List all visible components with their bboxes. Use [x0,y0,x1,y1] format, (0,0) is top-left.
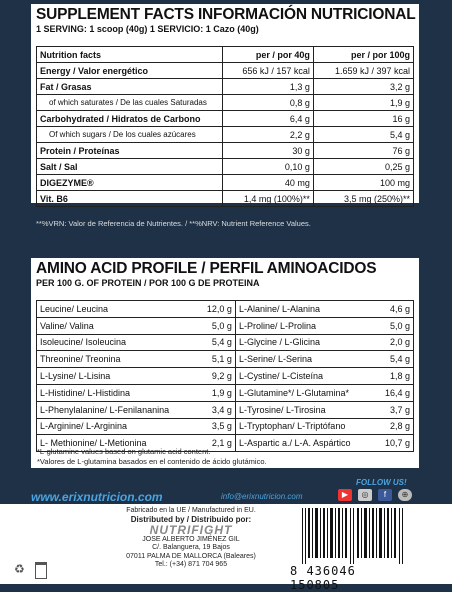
amino-name: L- Methionine/ L-Metionina [37,435,198,452]
amino-value: 5,4 g [376,351,414,368]
table-row [37,79,414,95]
amino-title: AMINO ACID PROFILE / PERFIL AMINOACIDOS [36,260,377,277]
row-value-100g: 16 g [313,111,413,127]
distributor-name: JOSE ALBERTO JIMÉNEZ GIL [142,535,240,543]
nutrition-table [36,46,414,207]
table-row [37,401,414,418]
website-link[interactable]: www.erixnutricion.com [31,490,163,504]
row-label: Vit. B6 [37,191,223,207]
supplement-facts-panel [31,4,419,203]
row-value-40g: 40 mg [223,175,314,191]
barcode [300,508,410,564]
row-label: Protein / Proteínas [37,143,223,159]
table-row [37,159,414,175]
amino-value: 2,8 g [376,418,414,435]
amino-value: 16,4 g [376,384,414,401]
row-value-40g: 2,2 g [223,127,314,143]
row-label: Carbohydrated / Hidratos de Carbono [37,111,223,127]
amino-value: 1,8 g [376,368,414,385]
table-row [37,111,414,127]
row-value-100g: 3,5 mg (250%)** [313,191,413,207]
nrv-note: **%VRN: Valor de Referencia de Nutrientes. / **%NRV: Nutrient Reference Values. [36,219,311,228]
amino-name: Leucine/ Leucina [37,301,198,318]
amino-value: 9,2 g [198,368,236,385]
row-value-40g: 6,4 g [223,111,314,127]
table-row [37,334,414,351]
amino-name: Threonine/ Treonina [37,351,198,368]
amino-value: 3,5 g [198,418,236,435]
youtube-icon[interactable]: ▶ [338,489,352,501]
table-row [37,175,414,191]
row-value-40g: 0,10 g [223,159,314,175]
amino-acid-panel [31,258,419,468]
table-row [37,317,414,334]
amino-name: L-Glutamine*/ L-Glutamina* [235,384,376,401]
row-value-100g: 76 g [313,143,413,159]
row-value-100g: 3,2 g [313,79,413,95]
email-link[interactable]: info@erixnutricion.com [221,492,303,501]
distributed-by: Distributed by / Distribuido por: [130,514,252,524]
amino-subtitle: PER 100 G. OF PROTEIN / POR 100 G DE PROTEINA [36,278,260,288]
amino-name: L-Proline/ L-Prolina [235,317,376,334]
table-row [37,368,414,385]
row-label: Salt / Sal [37,159,223,175]
glutamine-note [37,447,267,466]
table-row [37,63,414,79]
distributor-info [96,507,286,570]
amino-name: Isoleucine/ Isoleucina [37,334,198,351]
facebook-icon[interactable]: f [378,489,392,501]
follow-us-label: FOLLOW US! [356,478,407,487]
header-per40: per / por 40g [223,47,314,63]
amino-name: L-Arginine/ L-Arginina [37,418,198,435]
table-header-row [37,47,414,63]
amino-name: L-Lysine/ L-Lisina [37,368,198,385]
row-value-100g: 1.659 kJ / 397 kcal [313,63,413,79]
amino-name: L-Glycine / L-Glicina [235,334,376,351]
row-value-40g: 1,3 g [223,79,314,95]
table-row [37,95,414,111]
amino-value: 5,0 g [198,317,236,334]
made-in: Fabricado en la UE / Manufactured in EU. [126,507,256,514]
amino-value: 2,0 g [376,334,414,351]
amino-name: L-Cystine/ L-Cisteína [235,368,376,385]
table-row [37,127,414,143]
distributor-phone: Tel.: (+34) 871 704 965 [154,561,228,568]
row-label: Of which sugars / De los cuales azúcares [37,127,223,143]
table-row [37,301,414,318]
row-value-100g: 0,25 g [313,159,413,175]
row-label: of which saturates / De las cuales Saturadas [37,95,223,111]
table-row [37,384,414,401]
amino-value: 5,1 g [198,351,236,368]
header-label: Nutrition facts [37,47,223,63]
facts-title: SUPPLEMENT FACTS INFORMACIÓN NUTRICIONAL [36,6,416,23]
amino-value: 12,0 g [198,301,236,318]
amino-value: 5,4 g [198,334,236,351]
amino-name: L-Aspartic a./ L-A. Aspártico [235,435,376,452]
row-label: Energy / Valor energético [37,63,223,79]
social-links [338,489,412,501]
table-row [37,143,414,159]
amino-name: L-Tyrosine/ L-Tirosina [235,401,376,418]
table-row [37,418,414,435]
row-value-100g: 5,4 g [313,127,413,143]
row-value-40g: 0,8 g [223,95,314,111]
amino-name: L-Histidine/ L-Histidina [37,384,198,401]
row-value-100g: 100 mg [313,175,413,191]
amino-name: Valine/ Valina [37,317,198,334]
row-label: Fat / Grasas [37,79,223,95]
amino-value: 3,7 g [376,401,414,418]
glutamine-note-es: *Valores de L-glutamina basados en el contenido de ácido glutámico. [37,456,267,466]
bin-icon [35,562,47,579]
table-row [37,351,414,368]
amino-value: 5,0 g [376,317,414,334]
footer-label [0,504,452,592]
distributor-city: 07011 PALMA DE MALLORCA (Baleares) [126,552,256,560]
amino-name: L-Phenylalanine/ L-Fenilananina [37,401,198,418]
row-value-40g: 656 kJ / 157 kcal [223,63,314,79]
amino-value: 10,7 g [376,435,414,452]
glutamine-note-en: *L-glutamine values based on glutamic acid content. [37,447,211,456]
row-value-40g: 1,4 mg (100%)** [223,191,314,207]
amino-name: L-Tryptophan/ L-Triptófano [235,418,376,435]
amino-value: 3,4 g [198,401,236,418]
distributor-logo: NUTRIFIGHT [149,523,233,537]
amino-value: 2,1 g [198,435,236,452]
header-per100: per / por 100g [313,47,413,63]
recycle-icon: ♻ [14,562,25,576]
serving-size: 1 SERVING: 1 scoop (40g) 1 SERVICIO: 1 Cazo (40g) [36,24,259,34]
distributor-street: C/. Balanguera, 19 Bajos [152,544,230,551]
row-value-40g: 30 g [223,143,314,159]
barcode-number: 8 436046 150805 [290,564,356,592]
web-globe-icon[interactable]: ⊕ [398,489,412,501]
amino-table [36,300,414,452]
amino-value: 1,9 g [198,384,236,401]
row-label: DIGEZYME® [37,175,223,191]
table-row [37,191,414,207]
amino-value: 4,6 g [376,301,414,318]
amino-name: L-Serine/ L-Serina [235,351,376,368]
amino-name: L-Alanine/ L-Alanina [235,301,376,318]
instagram-icon[interactable]: ◎ [358,489,372,501]
row-value-100g: 1,9 g [313,95,413,111]
